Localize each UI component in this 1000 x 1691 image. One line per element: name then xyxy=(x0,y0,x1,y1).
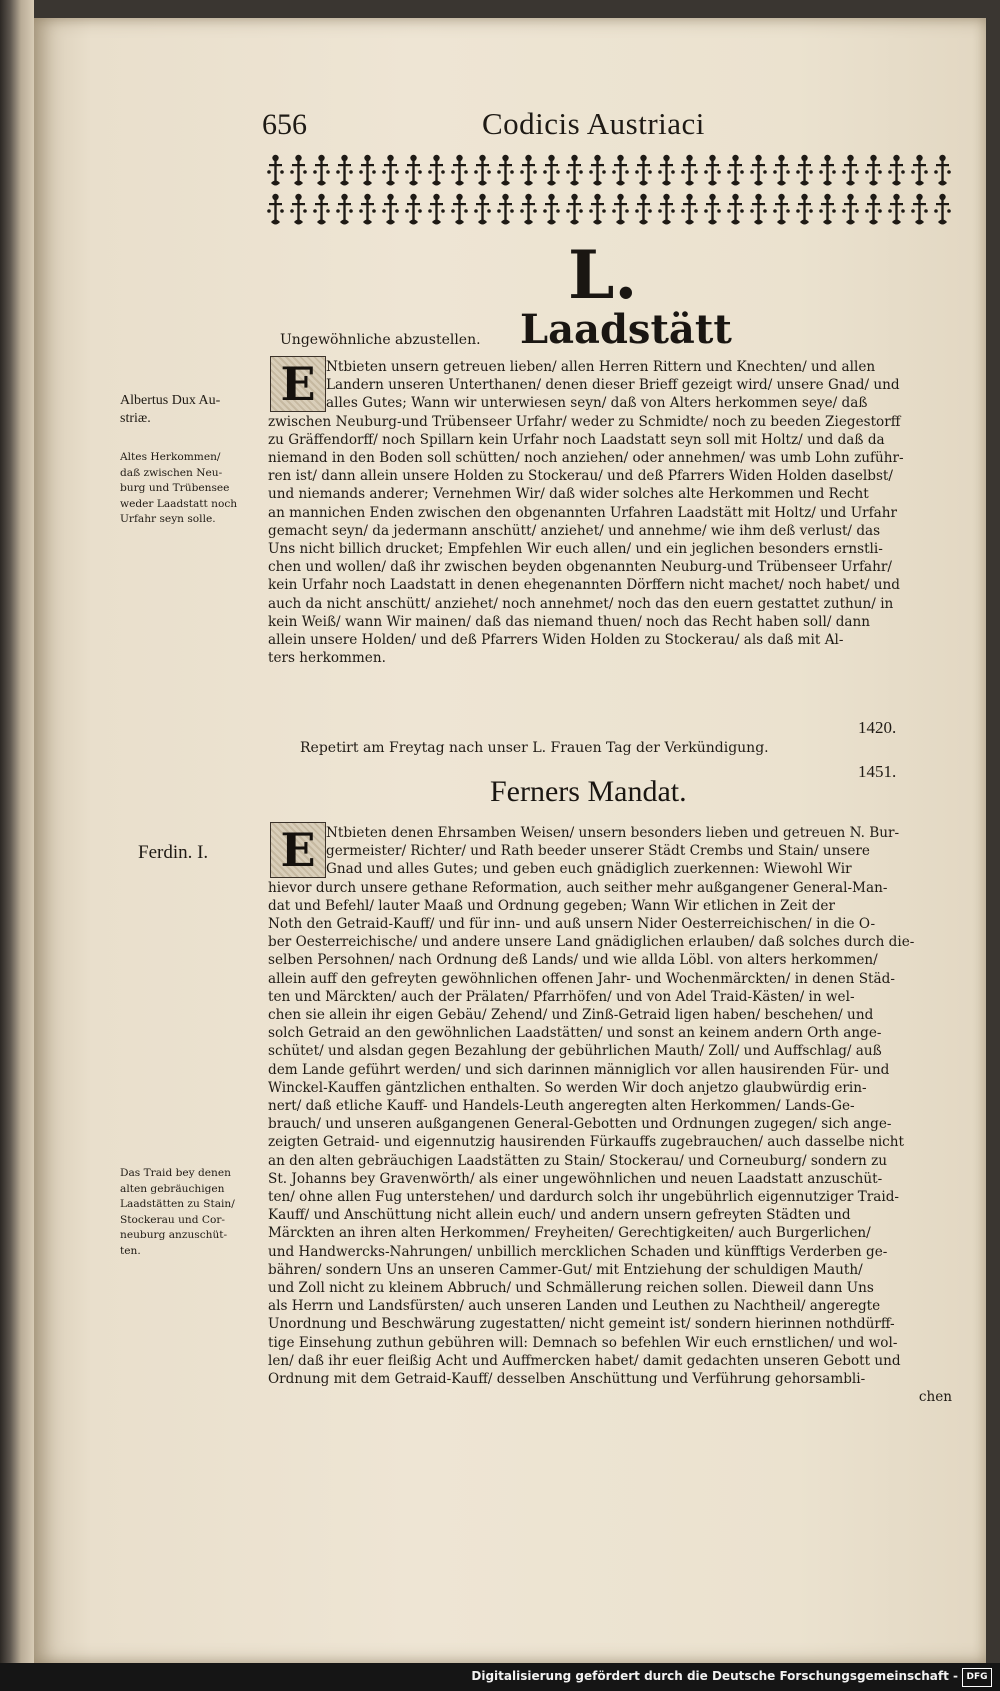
text-line: chen und wollen/ daß ihr zwischen beyden obgenannten Neuburg-und Trübenseer Urfahr/ xyxy=(268,559,892,576)
running-title: Codicis Austriaci xyxy=(482,106,705,141)
marginal-line: neuburg anzuschüt- xyxy=(120,1229,228,1241)
text-line: an den alten gebräuchigen Laadstätten zu Stain/ Stockerau/ und Corneuburg/ sondern zu xyxy=(268,1152,888,1169)
text-line: zwischen Neuburg-und Trübenseer Urfahr/ weder zu Schmidte/ noch zu beeden Ziegestorff xyxy=(268,413,901,430)
text-line: an mannichen Enden zwischen den obgenannten Urfahren Laadstätt mit Holtz/ und Urfahr xyxy=(268,504,898,521)
entry1-subtitle: Ungewöhnliche abzustellen. xyxy=(280,332,481,348)
text-line: alles Gutes; Wann wir unterwiesen seyn/ daß von Alters herkommen seye/ daß xyxy=(326,395,868,412)
entry1-body xyxy=(268,358,952,667)
marginal-line: Altes Herkommen/ xyxy=(120,451,221,463)
text-line: Noth den Getraid-Kauff/ und für inn- und auß unsern Nider Oesterreichischen/ in die O- xyxy=(268,916,876,933)
marginal-line: daß zwischen Neu- xyxy=(120,466,223,479)
ornament-band xyxy=(264,152,954,230)
marginal-line: striæ. xyxy=(120,411,151,426)
text-line: Landern unseren Unterthanen/ denen dieser Brieff gezeigt wird/ unsere Gnad/ und xyxy=(326,377,900,394)
entry2-title: Ferners Mandat. xyxy=(490,775,687,808)
text-line: als Herrn und Landsfürsten/ auch unseren Landen und Leuthen zu Nachtheil/ angeregte xyxy=(268,1298,881,1315)
marginal-line: Urfahr seyn solle. xyxy=(120,513,216,525)
text-line: Ordnung mit dem Getraid-Kauff/ desselben Anschüttung und Verführung gehorsambli- xyxy=(268,1371,866,1388)
text-line: gemacht seyn/ da jedermann anschütt/ anziehet/ und annehme/ wie ihm deß verlust/ das xyxy=(268,522,881,539)
marginal-line: Das Traid bey denen xyxy=(120,1167,231,1179)
text-line: brauch/ und unseren außgangenen General-Gebotten und Ordnungen zugegen/ sich ange- xyxy=(268,1116,892,1133)
text-line: tige Einsehung zuthun gebühren will: Demnach so befehlen Wir euch ernstlichen/ und wol- xyxy=(268,1334,898,1351)
marginal-note-traid xyxy=(120,1166,260,1259)
section-title: Laadstätt xyxy=(520,306,732,353)
marginal-albertus xyxy=(120,392,220,428)
text-line: kein Urfahr noch Laadstatt in denen ehegenannten Dörffern nicht machet/ noch habet/ und xyxy=(268,577,901,594)
marginal-line: weder Laadstatt noch xyxy=(120,497,238,510)
text-line: auch da nicht anschütt/ anziehet/ noch annehmet/ noch das den euern gestattet zuthun/ in xyxy=(268,595,894,612)
footer-bar xyxy=(0,1663,1000,1691)
marginal-note-herkommen xyxy=(120,450,260,528)
text-line: germeister/ Richter/ und Rath beeder unserer Städt Crembs und Stain/ unsere xyxy=(326,843,870,860)
text-line: niemand in den Boden soll schütten/ noch anziehen/ oder annehmen/ was umb Lohn zuführ- xyxy=(268,450,904,467)
text-line: nert/ daß etliche Kauff- und Handels-Leuth angeregten alten Herkommen/ Lands-Ge- xyxy=(268,1098,855,1115)
marginal-line: Stockerau und Cor- xyxy=(120,1213,226,1226)
text-line: allein auff den gefreyten gewöhnlichen offenen Jahr- und Wochenmärckten/ in denen Städ- xyxy=(268,970,895,987)
text-line: Ntbieten unsern getreuen lieben/ allen Herren Rittern und Knechten/ und allen xyxy=(326,359,876,375)
entry1-repetition-year: 1451. xyxy=(858,762,897,781)
marginal-line: Laadstätten zu Stain/ xyxy=(120,1198,235,1210)
entry1-repetition: Repetirt am Freytag nach unser L. Frauen Tag der Verkündigung. xyxy=(300,740,769,756)
entry2-body xyxy=(268,824,952,1407)
text-line: solch Getraid an den gewöhnlichen Laadstätten/ und sonst an keinem andern Orth ange- xyxy=(268,1025,882,1042)
text-line: allein unsere Holden/ und deß Pfarrers Widen Holden zu Stockerau/ als daß mit Al- xyxy=(268,632,844,649)
text-line: schütet/ und alsdan gegen Bezahlung der gebührlichen Mauth/ Zoll/ und Auffschlag/ auß xyxy=(268,1043,882,1060)
text-line: ten/ ohne allen Fug unterstehen/ und dardurch solch ihr ungebührlich eigennutziger Traid- xyxy=(268,1189,900,1206)
text-line: und Zoll nicht zu kleinem Abbruch/ und Schmällerung reichen sollen. Dieweil dann Uns xyxy=(268,1280,874,1297)
marginal-line: burg und Trübensee xyxy=(120,482,230,494)
text-line: ters herkommen. xyxy=(268,650,386,667)
text-line: Winckel-Kauffen gäntzlichen enthalten. So werden Wir doch anjetzo glaubwürdig erin- xyxy=(268,1079,867,1096)
text-line: selben Persohnen/ nach Ordnung deß Lands/ und wie allda Löbl. von alters herkommen/ xyxy=(268,952,878,969)
text-line: bähren/ sondern Uns an unseren Cammer-Gut/ mit Entziehung der schuldigen Mauth/ xyxy=(268,1261,863,1278)
text-line: kein Weiß/ wann Wir mainen/ daß das niemand thuen/ noch das Recht haben soll/ dann xyxy=(268,613,871,630)
text-line: ren ist/ dann allein unsere Holden zu Stockerau/ und deß Pfarrers Widen Holden daselbst/ xyxy=(268,468,893,485)
text-line: chen xyxy=(918,1389,952,1406)
entry1-year: 1420. xyxy=(858,718,897,737)
text-line: len/ daß ihr euer fleißig Acht und Auffmercken habet/ damit gedachten unseren Gebott und xyxy=(268,1352,901,1369)
text-line: und Handwercks-Nahrungen/ unbillich mercklichen Schaden und künfftigs Verderben ge- xyxy=(268,1243,888,1260)
footer-credit: Digitalisierung gefördert durch die Deutsche Forschungsgemeinschaft - xyxy=(471,1669,958,1683)
text-line: chen sie allein ihr eigen Gebäu/ Zehend/ und Zinß-Getraid ligen haben/ beschehen/ und xyxy=(268,1007,874,1024)
entry1-dropcap: E xyxy=(270,356,326,412)
text-line: Uns nicht billich drucket; Empfehlen Wir euch allen/ und ein jeglichen besonders ernstli- xyxy=(268,541,883,558)
text-line: hievor durch unsere gethane Reformation, auch seither mehr außgangener General-Man- xyxy=(268,879,888,896)
text-line: St. Johanns bey Gravenwörth/ als einer ungewöhnlichen und neuen Laadstatt anzuschüt- xyxy=(268,1170,883,1187)
text-line: Ntbieten denen Ehrsamben Weisen/ unsern besonders lieben und getreuen N. Bur- xyxy=(326,825,900,841)
text-line: Gnad und alles Gutes; und geben euch gnädiglich zuerkennen: Wiewohl Wir xyxy=(326,861,852,878)
marginal-line: Albertus Dux Au- xyxy=(120,393,221,408)
text-line: dem Lande geführt werden/ und sich darinnen männiglich vor allen hausirenden Für- und xyxy=(268,1061,890,1078)
text-line: dat und Befehl/ lauter Maaß und Ordnung gegeben; Wann Wir etlichen in Zeit der xyxy=(268,897,835,914)
marginal-line: alten gebräuchigen xyxy=(120,1182,225,1195)
text-line: Märckten an ihren alten Herkommen/ Freyheiten/ Gerechtigkeiten/ auch Burgerlichen/ xyxy=(268,1225,871,1242)
marginal-line: ten. xyxy=(120,1244,141,1257)
text-line: ber Oesterreichische/ und andere unsere Land gnädiglichen erlauben/ daß solches durch die- xyxy=(268,934,915,951)
text-line: ten und Märckten/ auch der Prälaten/ Pfarrhöfen/ und von Adel Traid-Kästen/ in wel- xyxy=(268,988,855,1005)
text-line: Kauff/ und Anschüttung nicht allein euch/ und andern unsern gefreyten Städten und xyxy=(268,1207,851,1224)
entry2-dropcap: E xyxy=(270,822,326,878)
marginal-ferdinand: Ferdin. I. xyxy=(138,842,209,863)
text-line: zu Gräffendorff/ noch Spillarn kein Urfahr noch Laadstatt seyn soll mit Holtz/ und daß da xyxy=(268,431,885,448)
text-line: Unordnung und Beschwärung zugestatten/ nicht gemeint ist/ sondern hierinnen nothdürff- xyxy=(268,1316,895,1333)
dfg-logo: DFG xyxy=(962,1668,992,1687)
section-initial: L. xyxy=(568,236,638,314)
page-number: 656 xyxy=(262,108,307,141)
text-line: und niemands anderer; Vernehmen Wir/ daß wider solches alte Herkommen und Recht xyxy=(268,486,869,503)
text-line: zeigten Getraid- und eigennutzig hausirenden Fürkauffs zugebrauchen/ auch dasselbe nicht xyxy=(268,1134,904,1151)
